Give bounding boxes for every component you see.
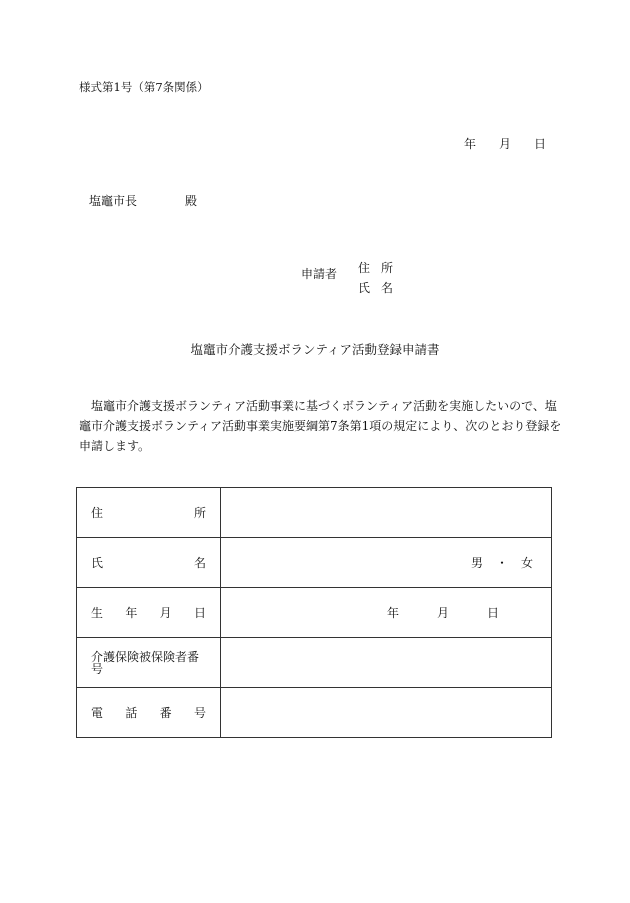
applicant-fields	[358, 258, 393, 298]
address-label-char-2: 所	[193, 505, 206, 520]
applicant-label: 申請者	[301, 267, 338, 281]
address-label-char-1: 住	[91, 505, 104, 520]
name-label-cell	[77, 538, 221, 588]
addressee-honorific: 殿	[185, 194, 198, 208]
birthdate-input-cell[interactable]	[221, 588, 552, 638]
addressee-name: 塩竈市長	[89, 194, 138, 208]
birthdate-label-char-1: 生	[91, 605, 104, 620]
addressee	[89, 195, 197, 207]
name-label-char-2: 名	[193, 555, 206, 570]
body-line-3: 申請します。	[79, 439, 151, 453]
table-row-name	[77, 538, 552, 588]
phone-input-cell[interactable]	[221, 688, 552, 738]
applicant-address-char-2: 所	[380, 261, 393, 275]
insurance-input-cell[interactable]	[221, 638, 552, 688]
name-input-cell[interactable]	[221, 538, 552, 588]
applicant-name-char-1: 氏	[358, 281, 371, 295]
gender-separator: ・	[495, 555, 508, 570]
document-title: 塩竈市介護支援ボランティア活動登録申請書	[190, 342, 440, 357]
phone-label-char-3: 番	[159, 705, 172, 720]
body-line-2: 竈市介護支援ボランティア活動事業実施要綱第7条第1項の規定により、次のとおり登録を	[79, 419, 562, 433]
table-row-address	[77, 488, 552, 538]
birthdate-year-label: 年	[387, 605, 400, 620]
gender-male[interactable]: 男	[470, 555, 483, 570]
form-number: 様式第1号（第7条関係）	[79, 80, 209, 94]
applicant-address-label	[358, 258, 393, 278]
date-day-label: 日	[533, 137, 546, 151]
table-row-phone	[77, 688, 552, 738]
registration-table	[76, 487, 552, 738]
phone-label-char-4: 号	[193, 705, 206, 720]
date-year-label: 年	[464, 137, 477, 151]
birthdate-label-cell	[77, 588, 221, 638]
insurance-number-label: 介護保険被保険者番号	[91, 649, 200, 676]
address-input-cell[interactable]	[221, 488, 552, 538]
phone-label-char-2: 話	[125, 705, 138, 720]
gender-female[interactable]: 女	[520, 555, 533, 570]
body-paragraph	[79, 396, 562, 456]
insurance-label-cell	[77, 638, 221, 688]
applicant-name-char-2: 名	[380, 281, 393, 295]
table-row-birthdate	[77, 588, 552, 638]
birthdate-label-char-2: 年	[125, 605, 138, 620]
submission-date	[464, 138, 546, 150]
body-line-1: 塩竈市介護支援ボランティア活動事業に基づくボランティア活動を実施したいので、塩	[91, 399, 557, 413]
gender-options	[221, 557, 551, 569]
address-label-cell	[77, 488, 221, 538]
birthdate-label-char-3: 月	[159, 605, 172, 620]
phone-label-cell	[77, 688, 221, 738]
birthdate-day-label: 日	[487, 605, 500, 620]
date-month-label: 月	[498, 137, 511, 151]
name-label-char-1: 氏	[91, 555, 104, 570]
phone-label-char-1: 電	[91, 705, 104, 720]
table-row-insurance	[77, 638, 552, 688]
applicant-name-label	[358, 278, 393, 298]
birthdate-month-label: 月	[437, 605, 450, 620]
birthdate-label-char-4: 日	[193, 605, 206, 620]
applicant-address-char-1: 住	[358, 261, 371, 275]
